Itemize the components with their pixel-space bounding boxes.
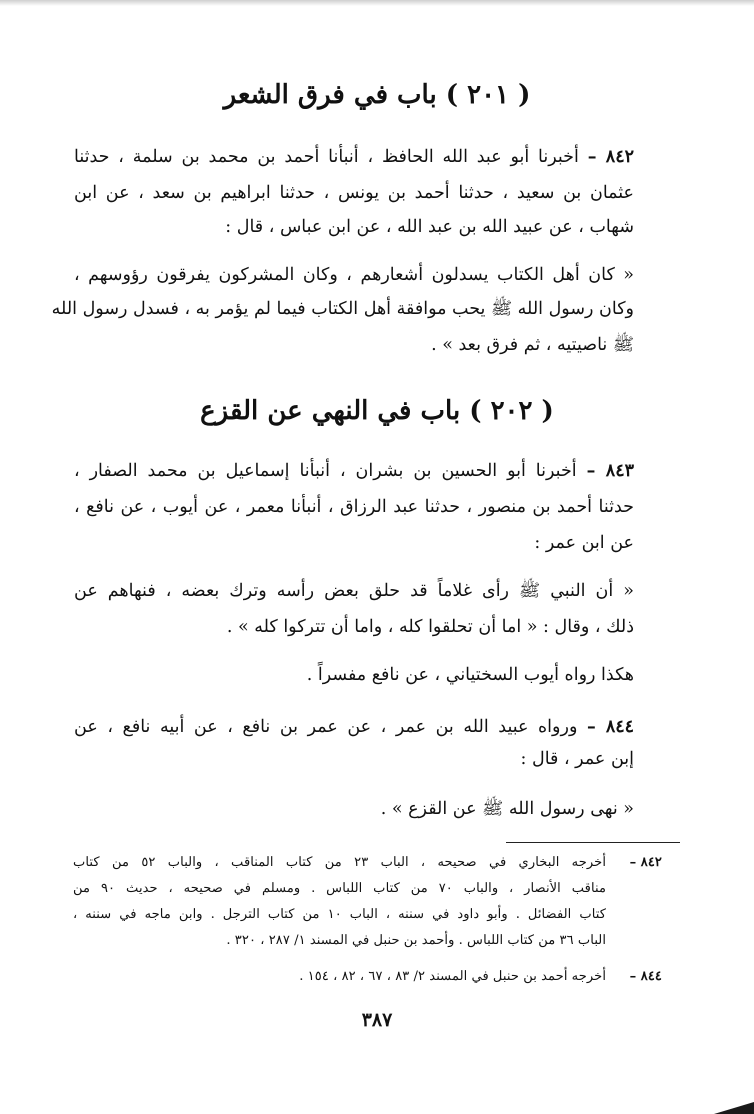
hadith-843-isnad-line2: حدثنا أحمد بن منصور ، حدثنا عبد الرزاق ، أنبأنا معمر ، عن أيوب ، عن نافع ، bbox=[74, 497, 634, 517]
footnote-844-number: ٨٤٤ – bbox=[629, 969, 662, 984]
hadith-842-isnad-line2: عثمان بن سعيد ، حدثنا أحمد بن يونس ، حدثنا ابراهيم بن سعد ، عن ابن bbox=[74, 183, 634, 203]
footnote-842-line3: كتاب الفضائل . وأبو داود في سننه ، الباب ١٠ من كتاب الترجل . وابن ماجه في سننه ، bbox=[73, 907, 607, 922]
hadith-842-text-line3: ﷺ ناصيتيه ، ثم فرق بعد » . bbox=[431, 335, 634, 355]
hadith-844-isnad-line2: إبن عمر ، قال : bbox=[520, 749, 634, 769]
footnote-842-number: ٨٤٢ – bbox=[629, 855, 662, 870]
footnote-842-line2: مناقب الأنصار ، والباب ٧٠ من كتاب اللباس . ومسلم في صحيحه ، حديث ٩٠ من bbox=[73, 881, 607, 896]
hadith-843-text-line1: « أن النبي ﷺ رأى غلاماً قد حلق بعض رأسه وترك بعضه ، فنهاهم عن bbox=[74, 581, 634, 601]
hadith-844-number: ٨٤٤ – bbox=[586, 717, 635, 737]
hadith-844-isnad-line1: ٨٤٤ – ورواه عبيد الله بن عمر ، عن عمر بن نافع ، عن أبيه نافع ، عن bbox=[74, 717, 635, 737]
page-corner-mark bbox=[714, 1102, 754, 1114]
footnote-844-line1: أخرجه أحمد بن حنبل في المسند ٢/ ٨٣ ، ٦٧ ، ٨٢ ، ١٥٤ . bbox=[299, 969, 606, 984]
page-number: ٣٨٧ bbox=[361, 1009, 393, 1031]
hadith-843-isnad-line3: عن ابن عمر : bbox=[534, 533, 634, 553]
hadith-842-isnad-line3: شهاب ، عن عبيد الله بن عبد الله ، عن ابن عباس ، قال : bbox=[225, 217, 634, 237]
hadith-843-note: هكذا رواه أيوب السختياني ، عن نافع مفسراً . bbox=[306, 665, 634, 685]
chapter-heading-201: ( ٢٠١ ) باب في فرق الشعر bbox=[223, 80, 531, 110]
hadith-843-number: ٨٤٣ – bbox=[586, 461, 634, 481]
hadith-844-text-line1: « نهى رسول الله ﷺ عن القزع » . bbox=[380, 799, 634, 819]
hadith-842-text-line1: « كان أهل الكتاب يسدلون أشعارهم ، وكان المشركون يفرقون رؤوسهم ، bbox=[74, 265, 634, 285]
hadith-843-isnad-line1: ٨٤٣ – أخبرنا أبو الحسين بن بشران ، أنبأنا إسماعيل بن محمد الصفار ، bbox=[74, 461, 634, 481]
hadith-843-text-line2: ذلك ، وقال : « اما أن تحلقوا كله ، واما أن تتركوا كله » . bbox=[226, 617, 634, 637]
chapter-heading-202: ( ٢٠٢ ) باب في النهي عن القزع bbox=[200, 396, 554, 426]
hadith-842-isnad-line1: ٨٤٢ – أخبرنا أبو عبد الله الحافظ ، أنبأنا أحمد بن محمد بن سلمة ، حدثنا bbox=[74, 147, 634, 167]
footnote-842-line1: أخرجه البخاري في صحيحه ، الباب ٢٣ من كتاب المناقب ، والباب ٥٢ من كتاب bbox=[73, 855, 606, 870]
footnote-divider bbox=[506, 842, 680, 843]
hadith-842-text-line2: وكان رسول الله ﷺ يحب موافقة أهل الكتاب فيما لم يؤمر به ، فسدل رسول الله bbox=[51, 299, 634, 319]
page-edge-shadow bbox=[0, 0, 754, 6]
footnote-842-line4: الباب ٣٦ من كتاب اللباس . وأحمد بن حنبل في المسند ١/ ٢٨٧ ، ٣٢٠ . bbox=[226, 933, 606, 948]
hadith-842-number: ٨٤٢ – bbox=[587, 147, 634, 167]
